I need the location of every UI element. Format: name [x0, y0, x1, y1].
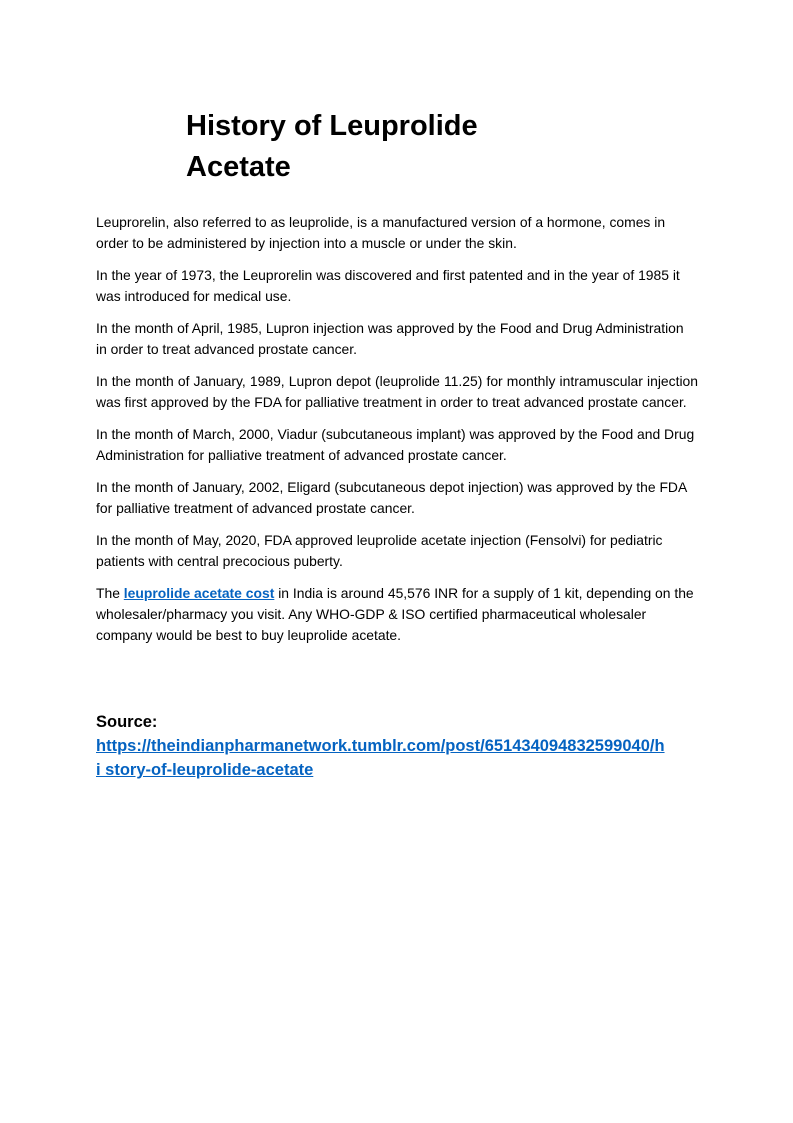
paragraph-january-1989: In the month of January, 1989, Lupron depot (leuprolide 11.25) for monthly intramuscular injection was first approved by the FDA for palliative treatment in order to treat advanced prostate cancer.	[96, 372, 698, 411]
cost-suffix: in India is around 45,576 INR for a supply of 1 kit, depending on the wholesaler/pharmacy you visit. Any WHO-GDP & ISO certified pharmaceutical wholesaler company would be best to buy leuprolide acetate.	[96, 584, 694, 644]
paragraph-may-2020: In the month of May, 2020, FDA approved leuprolide acetate injection (Fensolvi) for pediatric patients with central precocious puberty.	[96, 531, 663, 570]
paragraph-march-2000: In the month of March, 2000, Viadur (subcutaneous implant) was approved by the Food and Drug Administration for palliative treatment of advanced prostate cancer.	[96, 425, 695, 464]
paragraph-cost	[96, 583, 698, 647]
page-title-line-1: History of Leuprolide	[186, 110, 478, 142]
source-section	[96, 710, 698, 782]
page-title-line-2: Acetate	[186, 151, 291, 183]
source-url-line-2[interactable]: i story-of-leuprolide-acetate	[96, 761, 314, 779]
paragraph-intro: Leuprorelin, also referred to as leuprolide, is a manufactured version of a hormone, comes in order to be administered by injection into a muscle or under the skin.	[96, 214, 666, 252]
source-label: Source:	[96, 713, 158, 731]
paragraph-1973: In the year of 1973, the Leuprorelin was discovered and first patented and in the year of 1985 it was introduced for medical use.	[96, 266, 680, 305]
document-body	[96, 212, 698, 657]
source-url-link[interactable]	[96, 734, 698, 782]
paragraph-january-2002: In the month of January, 2002, Eligard (subcutaneous depot injection) was approved by the FDA for palliative treatment of advanced prostate cancer.	[96, 478, 687, 517]
paragraph-april-1985: In the month of April, 1985, Lupron injection was approved by the Food and Drug Administration in order to treat advanced prostate cancer.	[96, 319, 684, 358]
page-title	[186, 106, 546, 188]
source-url-line-1[interactable]: https://theindianpharmanetwork.tumblr.com/post/651434094832599040/h	[96, 737, 665, 755]
cost-prefix: The	[96, 584, 124, 601]
leuprolide-cost-link[interactable]: leuprolide acetate cost	[123, 584, 275, 601]
